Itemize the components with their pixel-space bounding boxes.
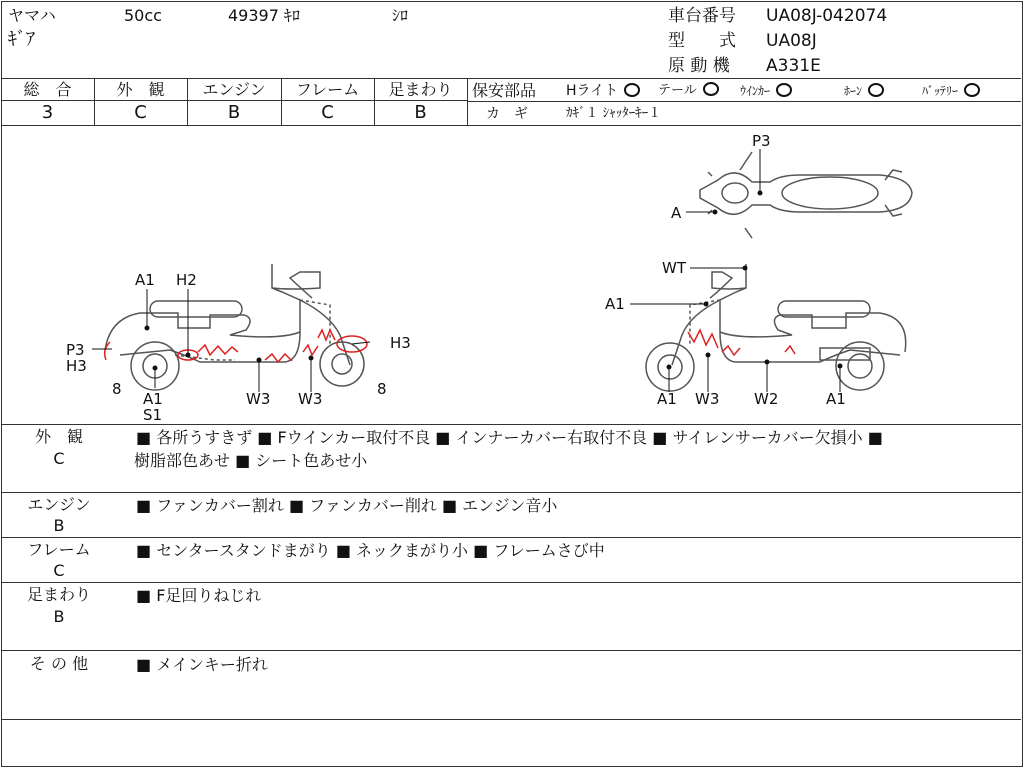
label-right-w2: W2 (754, 390, 779, 408)
label-left-a1: A1 (135, 271, 155, 289)
key-label: カ ギ (486, 106, 528, 122)
grade-value-suspension: B (414, 102, 427, 123)
grade-value-frame: C (321, 102, 334, 123)
section-other-text-1: ■ メインキー折れ (136, 655, 268, 674)
safety-winker-label: ｳｲﾝｶｰ (740, 84, 771, 98)
grade-value-exterior: C (134, 102, 147, 123)
label-left-8b: 8 (377, 380, 387, 398)
label-left-p3: P3 (66, 341, 85, 359)
key-value: ｶｷﾞ１ ｼｬｯﾀｰｷｰ１ (566, 106, 662, 121)
section-engine-label: エンジン (27, 495, 91, 514)
grade-mid-line (1, 100, 467, 101)
label-top-a: A (671, 204, 682, 222)
safety-headlight-label: Hライト (566, 83, 619, 99)
type-value: UA08J (766, 31, 817, 51)
section-suspension-text-1: ■ F足回りねじれ (136, 586, 262, 605)
label-left-h2: H2 (176, 271, 197, 289)
safety-battery (922, 81, 980, 101)
section-engine-grade: B (53, 516, 65, 535)
safety-title: 保安部品 (472, 81, 537, 100)
label-right-a1c: A1 (826, 390, 846, 408)
section-suspension-grade: B (53, 607, 65, 626)
ok-circle-icon (624, 83, 640, 97)
label-left-8a: 8 (112, 380, 122, 398)
safety-tail (658, 81, 719, 101)
section-frame-text-1: ■ センタースタンドまがり ■ ネックまがり小 ■ フレームさび中 (136, 541, 605, 560)
section-line-4 (1, 650, 1021, 651)
safety-headlight (566, 81, 640, 101)
section-suspension-label: 足まわり (26, 585, 91, 604)
model-name: ｷﾞｱ (8, 29, 35, 50)
section-line-3 (1, 582, 1021, 583)
grade-value-engine: B (227, 102, 241, 123)
section-engine-text-1: ■ ファンカバー割れ ■ ファンカバー削れ ■ エンジン音小 (136, 496, 558, 515)
label-right-a1b: A1 (657, 390, 677, 408)
right-side-scooter (646, 264, 906, 391)
label-left-w3a: W3 (246, 390, 271, 408)
grade-header-exterior: 外 観 (116, 80, 165, 99)
section-frame-label: フレーム (27, 540, 91, 559)
ok-circle-icon (703, 82, 719, 96)
type-label: 型 式 (668, 31, 736, 51)
label-left-w3b: W3 (298, 390, 323, 408)
grade-header-suspension: 足まわり (388, 80, 453, 99)
displacement: 50cc (124, 6, 162, 25)
safety-mid-line (467, 101, 1021, 102)
label-right-a1: A1 (605, 295, 625, 313)
grade-sep-5 (467, 78, 468, 125)
section-exterior-text-1: ■ 各所うすきず ■ Fウインカー取付不良 ■ インナーカバー右取付不良 ■ サイレンサーカバー欠損小 ■ (136, 428, 883, 447)
section-line-2 (1, 537, 1021, 538)
section-exterior-text-2: 樹脂部色あせ ■ シート色あせ小 (134, 451, 368, 470)
frame-no-value: UA08J-042074 (766, 6, 888, 26)
section-line-5 (1, 719, 1021, 720)
color: ｼﾛ (392, 6, 409, 25)
scooter-diagram (0, 126, 1022, 424)
safety-battery-label: ﾊﾞｯﾃﾘｰ (922, 84, 959, 98)
section-other-label: そ の 他 (29, 654, 89, 673)
label-left-h3-r: H3 (390, 334, 411, 352)
label-left-s1: S1 (143, 406, 163, 424)
right-damage-marks (688, 330, 795, 355)
mileage: 49397 ｷﾛ (228, 6, 300, 25)
safety-horn (844, 81, 884, 101)
maker: ヤマハ (8, 6, 56, 25)
grade-header-engine: エンジン (202, 80, 266, 99)
safety-tail-label: テール (658, 83, 697, 98)
frame-no-label: 車台番号 (668, 6, 736, 26)
ok-circle-icon (868, 83, 884, 97)
safety-winker (740, 81, 792, 101)
section-frame-grade: C (53, 561, 65, 580)
label-right-wt: WT (662, 259, 686, 277)
safety-horn-label: ﾎｰﾝ (844, 84, 863, 98)
section-line-0 (1, 424, 1021, 425)
section-line-1 (1, 492, 1021, 493)
ok-circle-icon (776, 83, 792, 97)
grade-header-overall: 総 合 (23, 80, 72, 99)
engine-label: 原 動 機 (668, 56, 730, 76)
grade-top-line (1, 78, 1021, 79)
label-left-h3-l: H3 (66, 357, 87, 375)
section-exterior-label: 外 観 (34, 427, 83, 446)
leader-lines (92, 149, 842, 392)
engine-value: A331E (766, 56, 821, 76)
grade-header-frame: フレーム (295, 80, 360, 99)
top-view-scooter (700, 152, 912, 238)
grade-value-overall: 3 (41, 102, 54, 123)
ok-circle-icon (964, 83, 980, 97)
label-left-a1b: A1 (143, 390, 163, 408)
label-right-w3: W3 (695, 390, 720, 408)
label-top-p3: P3 (752, 132, 771, 150)
section-exterior-grade: C (53, 449, 65, 468)
